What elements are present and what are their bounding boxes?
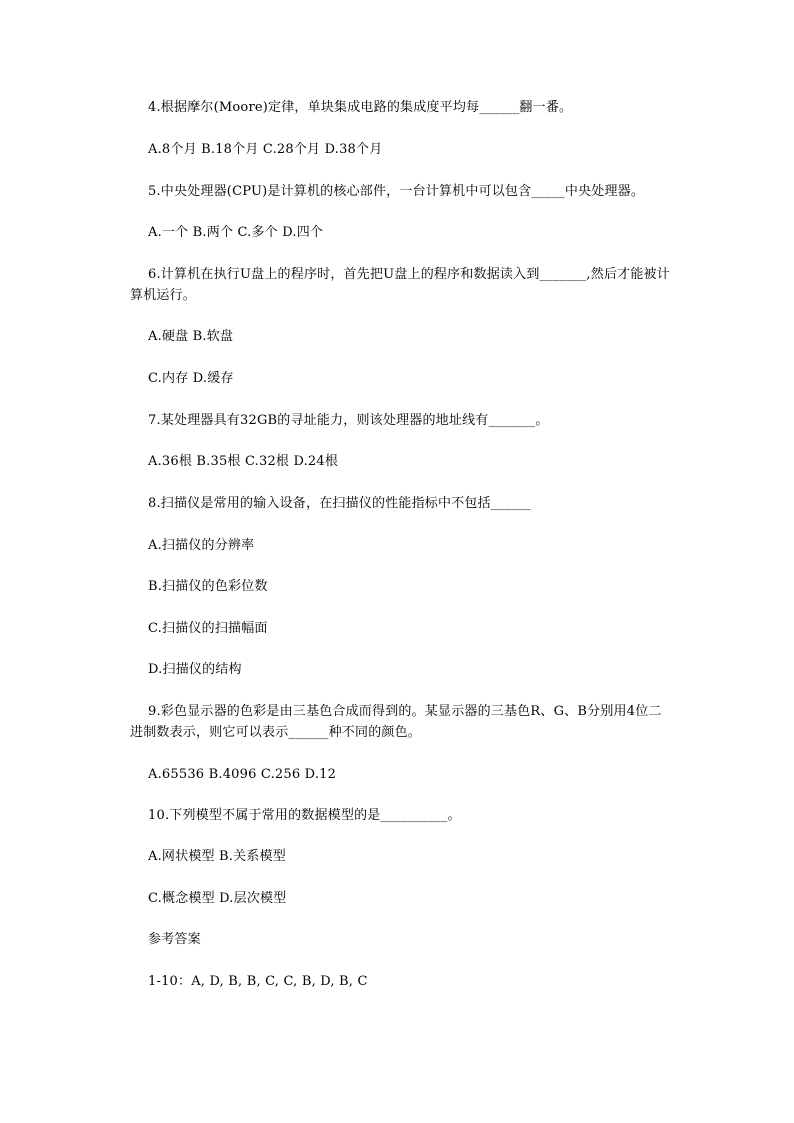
question-9-stem: 9.彩色显示器的色彩是由三基色合成而得到的。某显示器的三基色R、G、B分别用4位二进制数表示，则它可以表示______种不同的颜色。 [130, 704, 662, 740]
question-6-options-line-2: C.内存 D.缓存 [148, 371, 234, 386]
question-10-stem: 10.下列模型不属于常用的数据模型的是__________。 [148, 808, 461, 823]
question-4-stem: 4.根据摩尔(Moore)定律，单块集成电路的集成度平均每______翻一番。 [148, 100, 573, 115]
question-7-stem: 7.某处理器具有32GB的寻址能力，则该处理器的地址线有_______。 [148, 413, 549, 428]
question-5-options: A.一个 B.两个 C.多个 D.四个 [148, 225, 324, 240]
question-8-option-d: D.扫描仪的结构 [148, 662, 242, 677]
question-7-options: A.36根 B.35根 C.32根 D.24根 [148, 454, 339, 469]
question-10-options-line-1: A.网状模型 B.关系模型 [148, 849, 286, 864]
question-8-option-a: A.扫描仪的分辨率 [148, 538, 255, 553]
question-10-options-line-2: C.概念模型 D.层次模型 [148, 891, 287, 906]
question-6-options-line-1: A.硬盘 B.软盘 [148, 329, 234, 344]
answers-text: 1-10：A, D, B, B, C, C, B, D, B, C [148, 974, 368, 989]
question-8-option-b: B.扫描仪的色彩位数 [148, 579, 268, 594]
question-4-options: A.8个月 B.18个月 C.28个月 D.38个月 [148, 142, 383, 157]
question-6-stem: 6.计算机在执行U盘上的程序时，首先把U盘上的程序和数据读入到_______,然后才能被计算机运行。 [130, 267, 670, 303]
question-5-stem: 5.中央处理器(CPU)是计算机的核心部件，一台计算机中可以包含_____中央处理器。 [148, 184, 645, 199]
question-9-options: A.65536 B.4096 C.256 D.12 [148, 767, 337, 782]
question-8-option-c: C.扫描仪的扫描幅面 [148, 621, 268, 636]
answers-heading: 参考答案 [148, 932, 201, 947]
question-8-stem: 8.扫描仪是常用的输入设备，在扫描仪的性能指标中不包括______ [148, 496, 532, 511]
